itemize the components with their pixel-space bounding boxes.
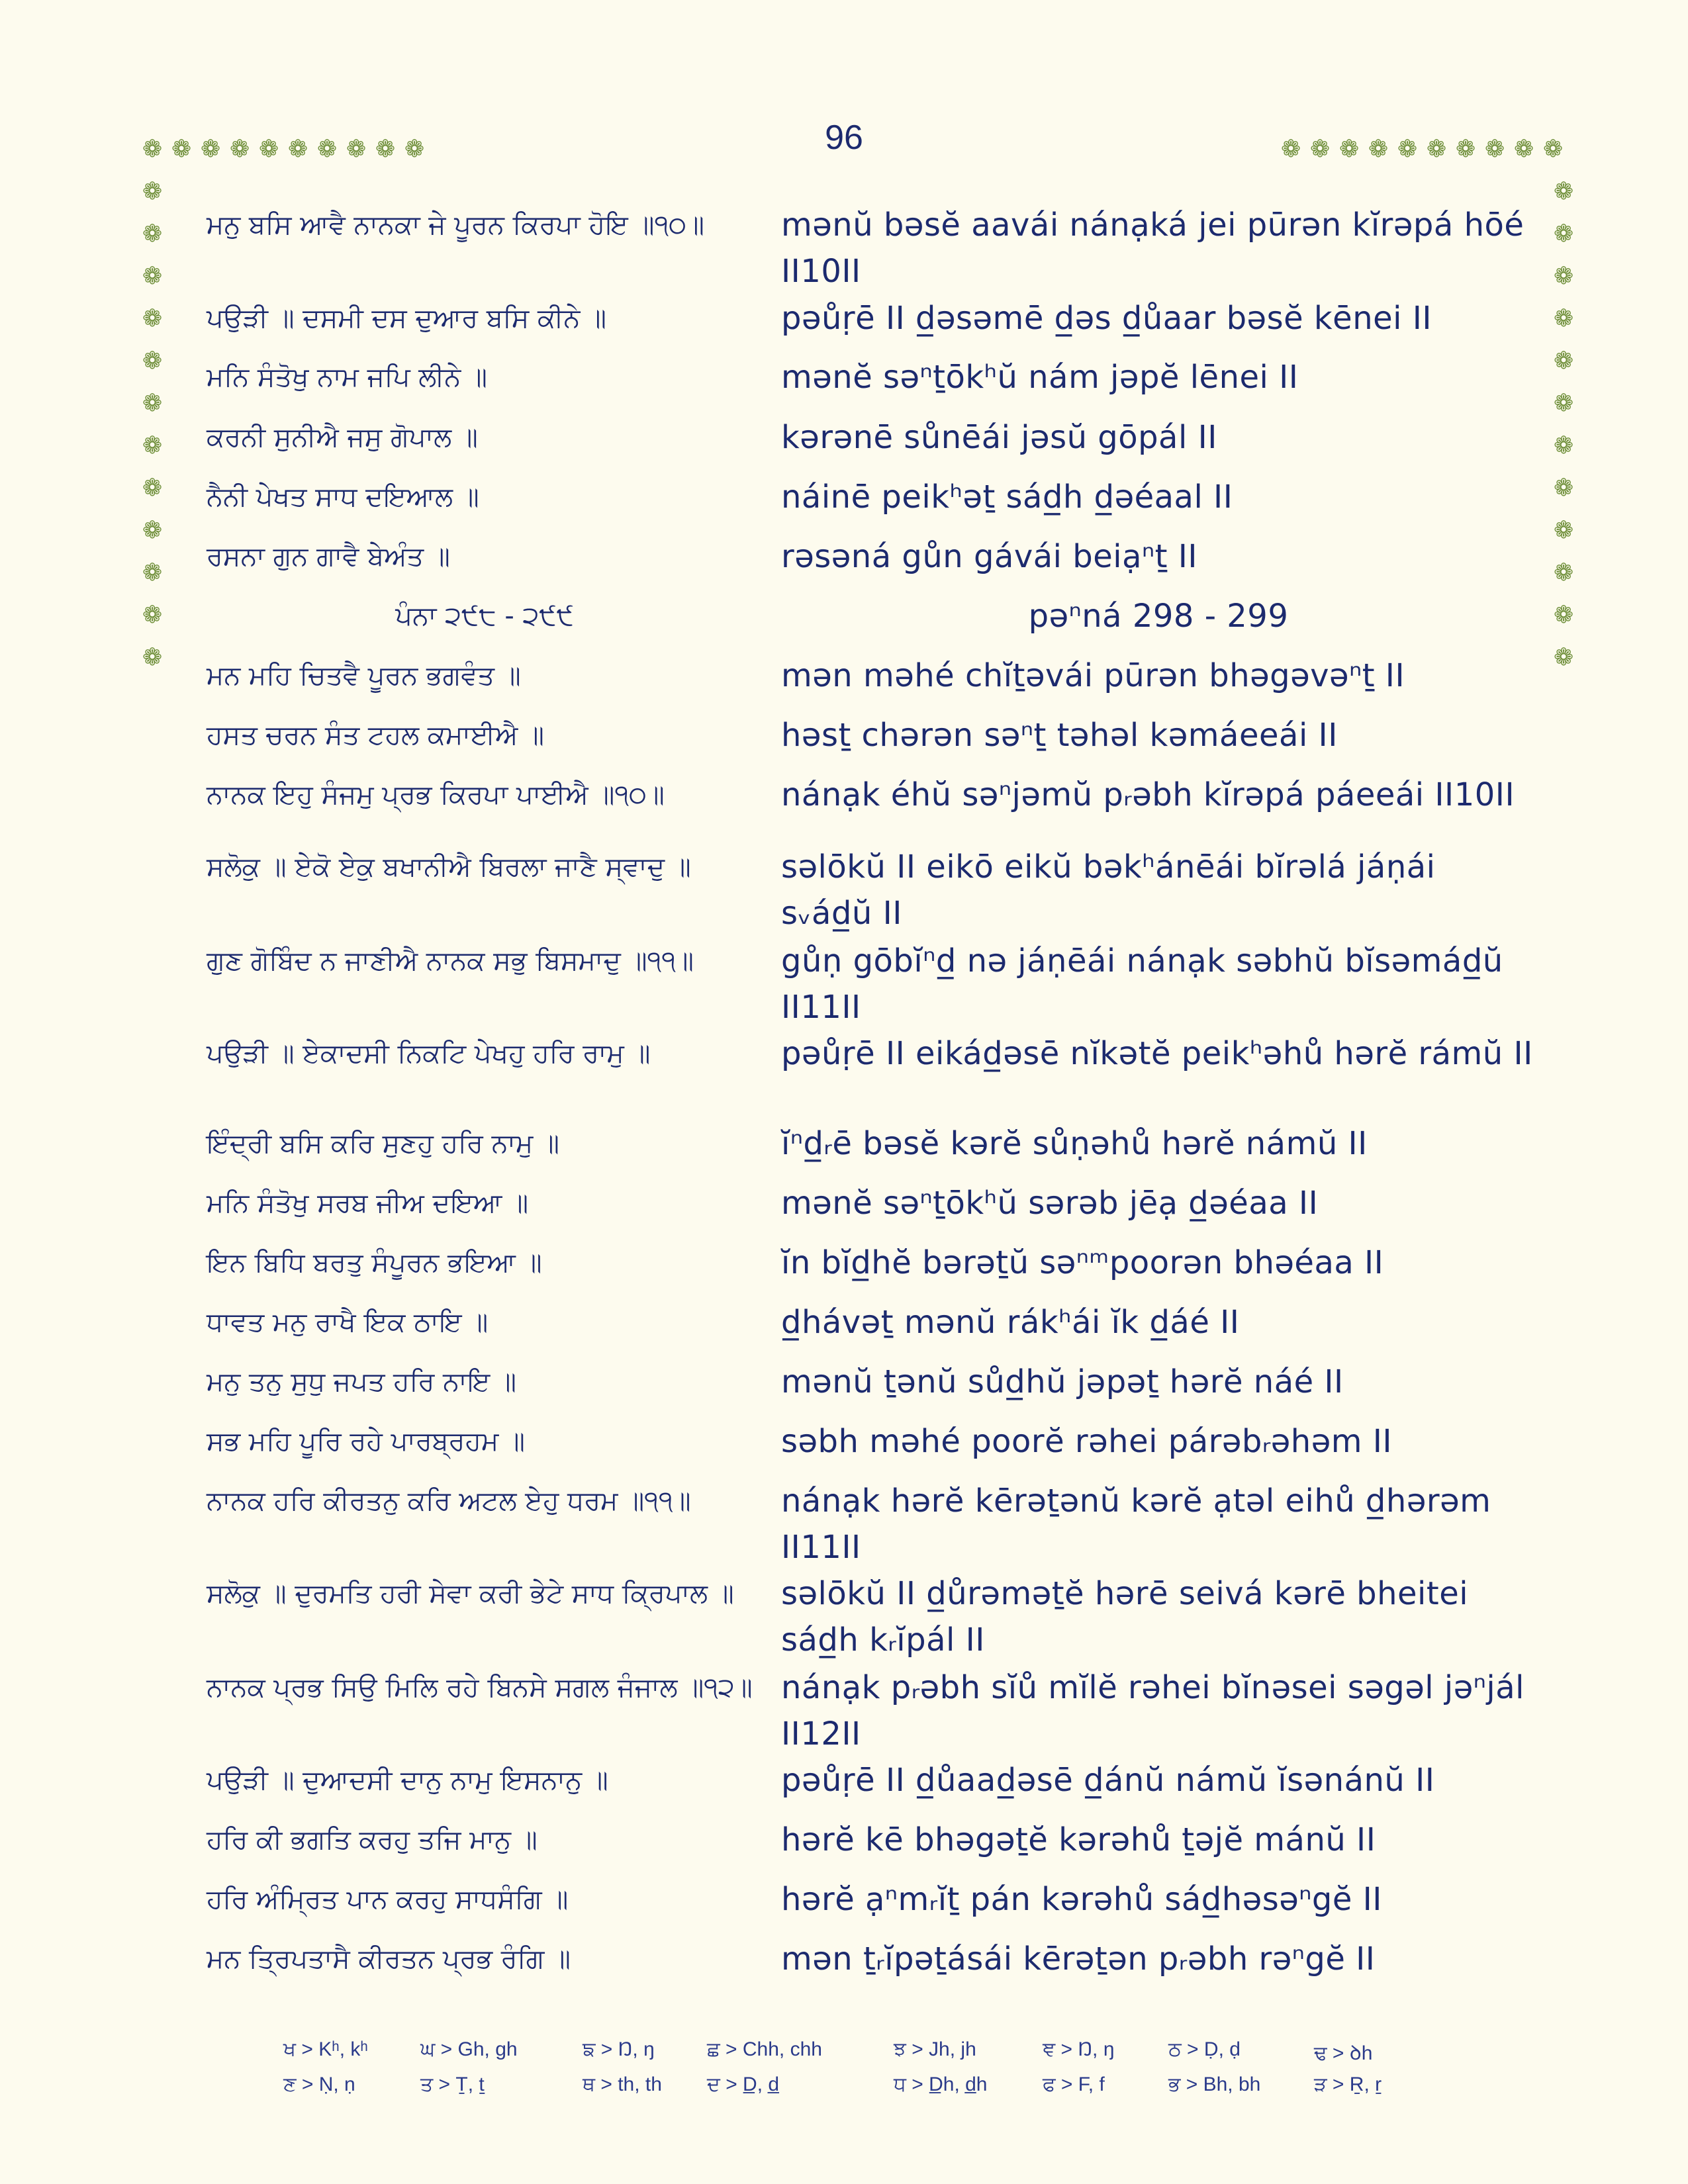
transliteration-line: náinē peikʰəṯ sád̲h d̲əéaal II [781, 478, 1233, 516]
flower-ornament-icon: ❁ [171, 136, 192, 163]
gurmukhi-line: ਕਰਨੀ ਸੁਨੀਐ ਜਸੁ ਗੋਪਾਲ ॥ [207, 422, 478, 453]
key-entry: ਙ > Ŋ, ŋ [583, 2038, 655, 2060]
transliteration-line: nánạk pᵣəbh sĭů mĭlĕ rəhei bĭnəsei səgəl jəⁿjál II12II [781, 1669, 1535, 1752]
key-entry: ਫ > F, f [1043, 2073, 1105, 2095]
gurmukhi-line: ਹਰਿ ਕੀ ਭਗਤਿ ਕਰਹੁ ਤਜਿ ਮਾਨੁ ॥ [207, 1825, 538, 1855]
transliteration-line: pəůṛē II d̲əsəmē d̲əs d̲ůaar bəsĕ kēnei II [781, 300, 1432, 337]
gurmukhi-line: ਹਸਤ ਚਰਨ ਸੰਤ ਟਹਲ ਕਮਾਈਐ ॥ [207, 720, 545, 751]
transliteration-line: d̲hávəṯ mənŭ rákʰái ĭk d̲áé II [781, 1304, 1240, 1341]
gurmukhi-line: ਨੈਨੀ ਪੇਖਤ ਸਾਧ ਦਇਆਲ ॥ [207, 482, 479, 512]
flower-ornament-icon: ❁ [230, 136, 250, 163]
transliteration-line: pəůṛē II d̲ůaad̲əsē d̲ánŭ námŭ ĭsənánŭ II [781, 1762, 1435, 1799]
key-entry: ਣ > Ṇ, ṇ [283, 2073, 355, 2095]
transliteration-line: gůṇ gōbĭⁿd̲ nə jáṇēái nánạk səbhŭ bĭsəmád̲ŭ II11II [781, 942, 1514, 1026]
flower-ornament-icon: ❁ [1368, 136, 1389, 163]
flower-ornament-icon: ❁ [1554, 220, 1574, 248]
gurmukhi-line: ਮਨ ਤ੍ਰਿਪਤਾਸੈ ਕੀਰਤਨ ਪ੍ਰਭ ਰੰਗਿ ॥ [207, 1944, 571, 1974]
flower-ornament-icon: ❁ [259, 136, 279, 163]
flower-ornament-icon: ❁ [346, 136, 367, 163]
flower-ornament-icon: ❁ [375, 136, 396, 163]
transliteration-line: həsṯ chərən səⁿṯ təhəl kəmáeeái II [781, 717, 1338, 754]
gurmukhi-line: ਨਾਨਕ ਹਰਿ ਕੀਰਤਨੁ ਕਰਿ ਅਟਲ ਏਹੁ ਧਰਮ ॥੧੧॥ [207, 1486, 691, 1516]
flower-ornament-icon: ❁ [1427, 136, 1447, 163]
transliteration-line: mən ṯᵣĭpəṯásái kērəṯən pᵣəbh rəⁿgĕ II [781, 1940, 1376, 1978]
gurmukhi-line: ਮਨ ਮਹਿ ਚਿਤਵੈ ਪੂਰਨ ਭਗਵੰਤ ॥ [207, 660, 521, 691]
gurmukhi-line: ਧਾਵਤ ਮਨੁ ਰਾਖੈ ਇਕ ਠਾਇ ॥ [207, 1307, 489, 1338]
flower-ornament-icon: ❁ [1554, 475, 1574, 502]
flower-ornament-icon: ❁ [1281, 136, 1301, 163]
flower-ornament-icon: ❁ [142, 136, 163, 163]
gurmukhi-line: ਸਭ ਮਹਿ ਪੂਰਿ ਰਹੇ ਪਾਰਬ੍ਰਹਮ ॥ [207, 1426, 525, 1457]
gurmukhi-line: ਇਨ ਬਿਧਿ ਬਰਤੁ ਸੰਪੂਰਨ ਭਇਆ ॥ [207, 1248, 542, 1278]
flower-ornament-icon: ❁ [1554, 644, 1574, 671]
transliteration-line: pəůṛē II eikád̲əsē nĭkətĕ peikʰəhů hərĕ rámŭ II [781, 1035, 1533, 1072]
flower-ornament-icon: ❁ [142, 347, 163, 375]
transliteration-line: nánạk éhŭ səⁿjəmŭ pᵣəbh kĭrəpá páeeái II10II [781, 776, 1515, 813]
key-entry: ਦ > D̲, d̲ [707, 2073, 780, 2095]
flower-ornament-icon: ❁ [1514, 136, 1534, 163]
gurmukhi-line: ਨਾਨਕ ਪ੍ਰਭ ਸਿਉ ਮਿਲਿ ਰਹੇ ਬਿਨਸੇ ਸਗਲ ਜੰਜਾਲ ॥੧੨॥ [207, 1672, 753, 1703]
key-entry: ਝ > Jh, jh [894, 2038, 976, 2060]
key-entry: ਢ > ꝺh [1314, 2042, 1373, 2064]
gurmukhi-line: ਹਰਿ ਅੰਮ੍ਰਿਤ ਪਾਨ ਕਰਹੁ ਸਾਧਸੰਗਿ ॥ [207, 1884, 569, 1915]
gurmukhi-line: ਮਨੁ ਬਸਿ ਆਵੈ ਨਾਨਕਾ ਜੇ ਪੂਰਨ ਕਿਰਪਾ ਹੋਇ ॥੧੦॥ [207, 210, 704, 240]
transliteration-line: nánạk hərĕ kērəṯənŭ kərĕ ạtəl eihů d̲hərəm II11II [781, 1482, 1502, 1566]
page-number: 96 [825, 118, 863, 157]
flower-ornament-icon: ❁ [1339, 136, 1360, 163]
transliteration-line: hərĕ ạⁿmᵣĭṯ pán kərəhů sád̲həsəⁿgĕ II [781, 1881, 1382, 1918]
key-entry: ਤ > Ṯ, ṯ [420, 2073, 485, 2095]
key-entry: ੜ > Ṟ, ṟ [1314, 2073, 1382, 2095]
flower-ornament-icon: ❁ [142, 475, 163, 502]
flower-ornament-icon: ❁ [142, 390, 163, 417]
flower-ornament-icon: ❁ [1456, 136, 1476, 163]
flower-ornament-icon: ❁ [1554, 602, 1574, 629]
flower-ornament-icon: ❁ [1554, 178, 1574, 205]
flower-ornament-icon: ❁ [142, 220, 163, 248]
gurmukhi-line: ਪੰਨਾ ੨੯੮ - ੨੯੯ [395, 601, 574, 631]
transliteration-line: mənĕ səⁿṯōkʰŭ sərəb jēạ d̲əéaa II [781, 1185, 1319, 1222]
gurmukhi-line: ਸਲੋਕੁ ॥ ਏਕੋ ਏਕੁ ਬਖਾਨੀਐ ਬਿਰਲਾ ਜਾਣੈ ਸ੍ਵਾਦੁ ॥ [207, 852, 691, 882]
flower-ornament-icon: ❁ [142, 263, 163, 290]
transliteration-line: kərənē sůnēái jəsŭ gōpál II [781, 419, 1217, 456]
transliteration-line: səlōkŭ II eikō eikŭ bəkʰánēái bĭrəlá jáṇái sᵥád̲ŭ II [781, 848, 1446, 932]
gurmukhi-line: ਪਉੜੀ ॥ ਏਕਾਦਸੀ ਨਿਕਟਿ ਪੇਖਹੁ ਹਰਿ ਰਾਮੁ ॥ [207, 1038, 651, 1069]
transliteration-line: mənĕ səⁿṯōkʰŭ nám jəpĕ lēnei II [781, 359, 1299, 396]
key-entry: ਞ > Ŋ, ŋ [1043, 2038, 1115, 2060]
flower-ornament-icon: ❁ [142, 305, 163, 332]
flower-ornament-icon: ❁ [1554, 559, 1574, 586]
gurmukhi-line: ਨਾਨਕ ਇਹੁ ਸੰਜਮੁ ਪ੍ਰਭ ਕਿਰਪਾ ਪਾਈਐ ॥੧੦॥ [207, 780, 665, 810]
gurmukhi-line: ਮਨੁ ਤਨੁ ਸੁਧੁ ਜਪਤ ਹਰਿ ਨਾਇ ॥ [207, 1367, 516, 1397]
gurmukhi-line: ਇੰਦ੍ਰੀ ਬਸਿ ਕਰਿ ਸੁਣਹੁ ਹਰਿ ਨਾਮੁ ॥ [207, 1128, 560, 1159]
flower-ornament-icon: ❁ [1554, 263, 1574, 290]
flower-ornament-icon: ❁ [142, 559, 163, 586]
transliteration-line: ĭn bĭd̲hĕ bərəṯŭ səⁿᵐpoorən bhəéaa II [781, 1244, 1384, 1281]
flower-ornament-icon: ❁ [142, 602, 163, 629]
key-entry: ਖ > Kʰ, kʰ [283, 2038, 368, 2060]
flower-ornament-icon: ❁ [1554, 305, 1574, 332]
flower-ornament-icon: ❁ [142, 644, 163, 671]
flower-ornament-icon: ❁ [1310, 136, 1331, 163]
flower-ornament-icon: ❁ [317, 136, 338, 163]
flower-ornament-icon: ❁ [142, 432, 163, 459]
flower-ornament-icon: ❁ [1554, 432, 1574, 459]
gurmukhi-line: ਪਉੜੀ ॥ ਦਸਮੀ ਦਸ ਦੁਆਰ ਬਸਿ ਕੀਨੇ ॥ [207, 303, 607, 334]
gurmukhi-line: ਰਸਨਾ ਗੁਨ ਗਾਵੈ ਬੇਅੰਤ ॥ [207, 541, 450, 572]
flower-ornament-icon: ❁ [1397, 136, 1418, 163]
flower-ornament-icon: ❁ [142, 178, 163, 205]
key-entry: ਠ > Ḍ, ḍ [1168, 2038, 1241, 2060]
gurmukhi-line: ਗੁਣ ਗੋਬਿੰਦ ਨ ਜਾਣੀਐ ਨਾਨਕ ਸਭੁ ਬਿਸਮਾਦੁ ॥੧੧॥ [207, 946, 694, 976]
gurmukhi-line: ਮਨਿ ਸੰਤੋਖੁ ਨਾਮ ਜਪਿ ਲੀਨੇ ॥ [207, 362, 487, 392]
key-entry: ਧ > D̲h, d̲h [894, 2073, 988, 2095]
key-entry: ਘ > Gh, gh [420, 2038, 518, 2060]
transliteration-line: səlōkŭ II d̲ůrəməṯĕ hərē seivá kərē bheitei sád̲h kᵣĭpál II [781, 1575, 1479, 1659]
gurmukhi-line: ਪਉੜੀ ॥ ਦੁਆਦਸੀ ਦਾਨੁ ਨਾਮੁ ਇਸਨਾਨੁ ॥ [207, 1765, 608, 1796]
gurmukhi-line: ਮਨਿ ਸੰਤੋਖੁ ਸਰਬ ਜੀਅ ਦਇਆ ॥ [207, 1188, 529, 1218]
transliteration-line: səbh məhé poorĕ rəhei párəbᵣəhəm II [781, 1423, 1393, 1460]
flower-ornament-icon: ❁ [1543, 136, 1564, 163]
flower-ornament-icon: ❁ [288, 136, 308, 163]
transliteration-line: pəⁿná 298 - 299 [1028, 598, 1289, 635]
flower-ornament-icon: ❁ [201, 136, 221, 163]
key-entry: ਭ > Bh, bh [1168, 2073, 1261, 2095]
flower-ornament-icon: ❁ [1554, 517, 1574, 544]
flower-ornament-icon: ❁ [142, 517, 163, 544]
flower-ornament-icon: ❁ [1485, 136, 1505, 163]
key-entry: ਥ > th, th [583, 2073, 662, 2095]
gurmukhi-line: ਸਲੋਕੁ ॥ ਦੁਰਮਤਿ ਹਰੀ ਸੇਵਾ ਕਰੀ ਭੇਟੇ ਸਾਧ ਕ੍ਰਿਪਾਲ ॥ [207, 1578, 734, 1609]
transliteration-line: mənŭ bəsĕ aavái nánạká jei pūrən kĭrəpá hōé II10II [781, 206, 1535, 290]
transliteration-line: mənŭ ṯənŭ sůd̲hŭ jəpəṯ hərĕ náé II [781, 1363, 1344, 1400]
flower-ornament-icon: ❁ [404, 136, 425, 163]
flower-ornament-icon: ❁ [1554, 390, 1574, 417]
transliteration-line: ĭⁿd̲ᵣē bəsĕ kərĕ sůṇəhů hərĕ námŭ II [781, 1125, 1368, 1162]
transliteration-line: rəsəná gůn gávái beiạⁿṯ II [781, 538, 1198, 575]
transliteration-line: mən məhé chĭṯəvái pūrən bhəgəvəⁿṯ II [781, 657, 1405, 694]
flower-ornament-icon: ❁ [1554, 347, 1574, 375]
key-entry: ਛ > Chh, chh [707, 2038, 822, 2060]
transliteration-line: hərĕ kē bhəgəṯĕ kərəhů ṯəjĕ mánŭ II [781, 1821, 1376, 1858]
